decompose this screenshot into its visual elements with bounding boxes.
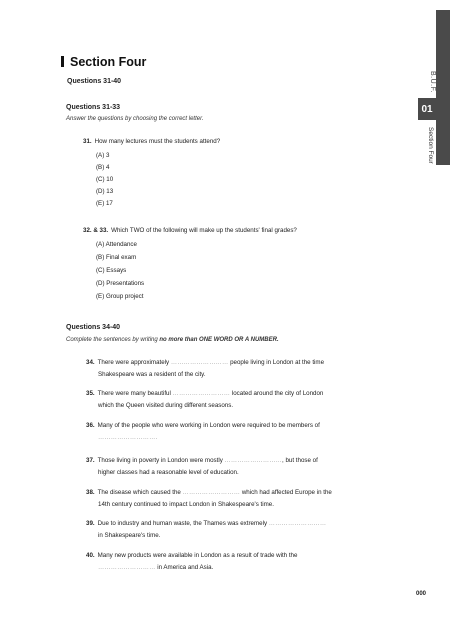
q31-option-c: (C) 10 (96, 176, 114, 183)
question-number: 32. & 33. (83, 227, 109, 234)
q31-option-e: (E) 17 (96, 200, 113, 207)
answer-blank[interactable]: ……………………… (170, 359, 229, 366)
question-text: in America and Asia. (157, 564, 214, 571)
q31-option-b: (B) 4 (96, 164, 110, 171)
question-text: Those living in poverty in London were mostly (97, 457, 223, 464)
question-38 (86, 487, 416, 511)
instruction-text: Complete the sentences by writing (66, 337, 158, 343)
blank-text: ……………………… (98, 434, 156, 441)
answer-blank[interactable]: ……………………… (172, 390, 231, 397)
question-number: 38. (86, 489, 95, 496)
question-number: 35. (86, 390, 95, 397)
answer-blank[interactable]: ……………………… (268, 520, 327, 527)
instruction-emphasis: no more than ONE WORD OR A NUMBER. (159, 337, 279, 343)
q31-option-d: (D) 13 (96, 188, 114, 195)
question-text: Many new products were available in London as a result of trade with the (97, 552, 298, 559)
question-text: people living in London at the time (230, 359, 325, 366)
question-number: 40. (86, 552, 95, 559)
q32-option-e: (E) Group project (96, 293, 144, 300)
question-text: higher classes had a reasonable level of education. (98, 469, 239, 476)
answer-blank[interactable]: ………………………. (98, 434, 158, 441)
question-text: which had affected Europe in the (241, 489, 332, 496)
question-34 (86, 357, 416, 381)
question-35 (86, 388, 416, 412)
side-part-label: Section Four (427, 126, 434, 164)
side-tab-label: B.U.F. (429, 70, 436, 94)
q32-option-d: (D) Presentations (96, 280, 145, 287)
question-text: The disease which caused the (97, 489, 181, 496)
questions-range: Questions 31-40 (67, 78, 122, 85)
answer-blank[interactable]: ……………………… (182, 489, 241, 496)
question-text: Due to industry and human waste, the Thames was extremely (97, 520, 268, 527)
section-title (61, 55, 146, 69)
question-32-33 (83, 225, 297, 237)
part-b-instruction (66, 337, 279, 343)
question-31 (83, 136, 220, 148)
question-text: There were many beautiful (97, 390, 171, 397)
side-tab-bar (436, 10, 450, 165)
part-a-heading: Questions 31-33 (66, 104, 121, 111)
question-text: Which TWO of the following will make up the students' final grades? (111, 227, 297, 234)
q32-option-b: (B) Final exam (96, 254, 137, 261)
section-title-text: Section Four (70, 55, 147, 69)
chapter-badge: 01 (418, 98, 436, 120)
question-text: Many of the people who were working in London were required to be members of (97, 422, 320, 429)
question-text: How many lectures must the students attend? (94, 138, 221, 145)
question-text: , but those of (282, 457, 318, 464)
question-text: located around the city of London (231, 390, 324, 397)
question-number: 36. (86, 422, 95, 429)
question-39 (86, 518, 416, 542)
question-37 (86, 455, 416, 479)
question-text: There were approximately (97, 359, 170, 366)
question-number: 31. (83, 138, 92, 145)
question-number: 39. (86, 520, 95, 527)
part-a-instruction: Answer the questions by choosing the correct letter. (66, 116, 204, 122)
answer-blank[interactable]: ……………………… (98, 564, 156, 571)
question-text: Shakespeare was a resident of the city. (98, 371, 206, 378)
section-bar-icon (61, 56, 64, 67)
part-b-heading: Questions 34-40 (66, 324, 121, 331)
question-number: 34. (86, 359, 95, 366)
q31-option-a: (A) 3 (96, 152, 110, 159)
answer-blank[interactable]: ……………………… (224, 457, 283, 464)
question-number: 37. (86, 457, 95, 464)
q32-option-a: (A) Attendance (96, 241, 137, 248)
question-40 (86, 550, 416, 574)
question-36 (86, 420, 416, 444)
q32-option-c: (C) Essays (96, 267, 127, 274)
page-number: 000 (415, 591, 426, 597)
question-text: 14th century continued to impact London in Shakespeare's time. (98, 501, 274, 508)
question-text: which the Queen visited during different seasons. (98, 402, 234, 409)
question-text: in Shakespeare's time. (98, 532, 161, 539)
